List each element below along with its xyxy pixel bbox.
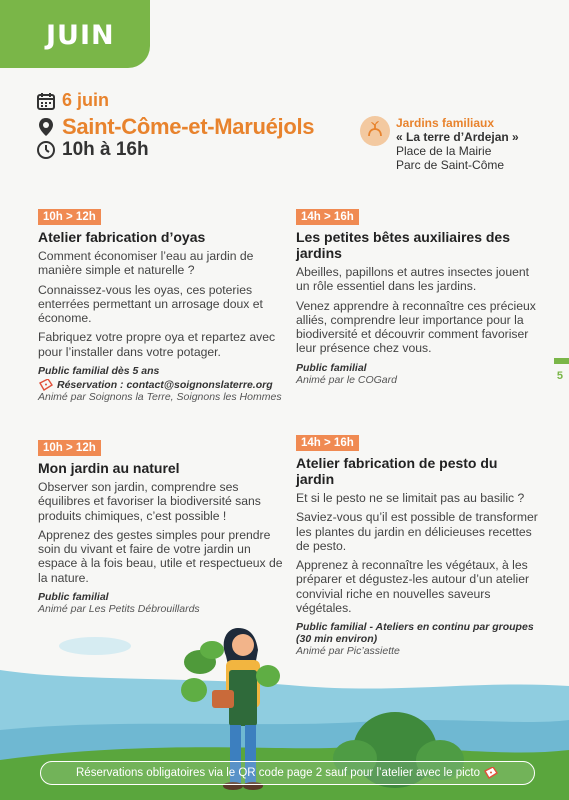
workshop-petites-betes bbox=[296, 207, 538, 386]
time-badge: 10h > 12h bbox=[38, 440, 101, 456]
workshop-paragraph: Observer son jardin, comprendre ses équilibres et favoriser la biodiversité sans produits chimiques, c’est possible ! bbox=[38, 480, 261, 523]
workshop-paragraph: Connaissez-vous les oyas, ces poteries enterrées permettant un arrosage doux et économe. bbox=[38, 282, 263, 326]
workshop-paragraph: Apprenez à reconnaître les végétaux, à les préparer et dégustez-les autour d’un atelier convivial riche en nouvelles saveurs végétales. bbox=[296, 558, 530, 616]
event-place-line bbox=[36, 114, 314, 140]
workshop-animator: Animé par le COGard bbox=[296, 373, 397, 386]
gardening-hands-icon bbox=[360, 116, 390, 146]
workshop-public: Public familial bbox=[296, 361, 367, 374]
calendar-icon bbox=[36, 91, 56, 111]
workshop-oyas bbox=[38, 207, 288, 403]
workshop-animator: Animé par Soignons la Terre, Soignons les Hommes bbox=[38, 391, 282, 404]
workshop-title: Les petites bêtes auxiliaires des jardins bbox=[296, 229, 510, 261]
time-badge: 14h > 16h bbox=[296, 209, 359, 225]
footer-text: Réservations obligatoires via le QR code page 2 sauf pour l’atelier avec le picto bbox=[76, 767, 480, 779]
workshop-public: Public familial dès 5 ans bbox=[38, 365, 160, 378]
time-badge: 10h > 12h bbox=[38, 209, 101, 225]
workshop-paragraph: Venez apprendre à reconnaître ces précieux alliés, comprendre leur importance pour la biodiversité et découvrir comment favoriser leur présence chez vous. bbox=[296, 298, 536, 356]
workshop-title: Atelier fabrication de pesto du jardin bbox=[296, 455, 498, 487]
workshop-title: Atelier fabrication d’oyas bbox=[38, 229, 206, 245]
workshop-public: Public familial - Ateliers en continu par groupes (30 min environ) bbox=[296, 621, 534, 646]
event-hours-line bbox=[36, 139, 149, 161]
workshop-animator: Animé par Les Petits Débrouillards bbox=[38, 603, 200, 616]
workshop-jardin-naturel bbox=[38, 438, 288, 615]
event-place: Saint-Côme-et-Maruéjols bbox=[62, 114, 315, 139]
workshop-title: Mon jardin au naturel bbox=[38, 460, 180, 476]
workshop-public: Public familial bbox=[38, 591, 109, 604]
ticket-icon bbox=[483, 767, 499, 779]
workshop-paragraph: Comment économiser l’eau au jardin de manière simple et naturelle ? bbox=[38, 249, 254, 278]
venue-block bbox=[396, 116, 519, 172]
workshop-paragraph: Et si le pesto ne se limitait pas au basilic ? bbox=[296, 491, 525, 505]
event-date-line bbox=[36, 90, 109, 111]
venue-address-1: Place de la Mairie bbox=[396, 144, 492, 158]
reservation-footer bbox=[40, 761, 535, 785]
event-date: 6 juin bbox=[62, 90, 110, 110]
clock-icon bbox=[36, 140, 56, 160]
reservation-contact[interactable]: Réservation : contact@soignonslaterre.org bbox=[57, 379, 273, 392]
month-tab bbox=[18, 0, 150, 68]
location-pin-icon bbox=[36, 117, 56, 137]
event-hours: 10h à 16h bbox=[62, 139, 149, 160]
workshop-paragraph: Abeilles, papillons et autres insectes jouent un rôle essentiel dans les jardins. bbox=[296, 265, 530, 294]
time-badge: 14h > 16h bbox=[296, 435, 359, 451]
page-marker bbox=[554, 358, 569, 364]
workshop-paragraph: Saviez-vous qu’il est possible de transformer les plantes du jardin en délicieuses recettes de pesto. bbox=[296, 510, 538, 553]
ticket-icon bbox=[38, 379, 54, 391]
workshop-paragraph: Apprenez des gestes simples pour prendre soin du vivant et faire de votre jardin un espace à la fois beau, utile et respectueux de la nature. bbox=[38, 527, 283, 585]
reservation-line bbox=[38, 379, 288, 391]
venue-subname: « La terre d’Ardejan » bbox=[396, 130, 519, 144]
page-number: 5 bbox=[556, 370, 563, 382]
venue-name: Jardins familiaux bbox=[396, 116, 495, 130]
month-label: JUIN bbox=[46, 20, 115, 51]
workshop-paragraph: Fabriquez votre propre oya et repartez avec pour l’installer dans votre potager. bbox=[38, 330, 276, 359]
workshop-animator: Animé par Pic’assiette bbox=[296, 645, 400, 658]
venue-address-2: Parc de Saint-Côme bbox=[396, 158, 505, 172]
